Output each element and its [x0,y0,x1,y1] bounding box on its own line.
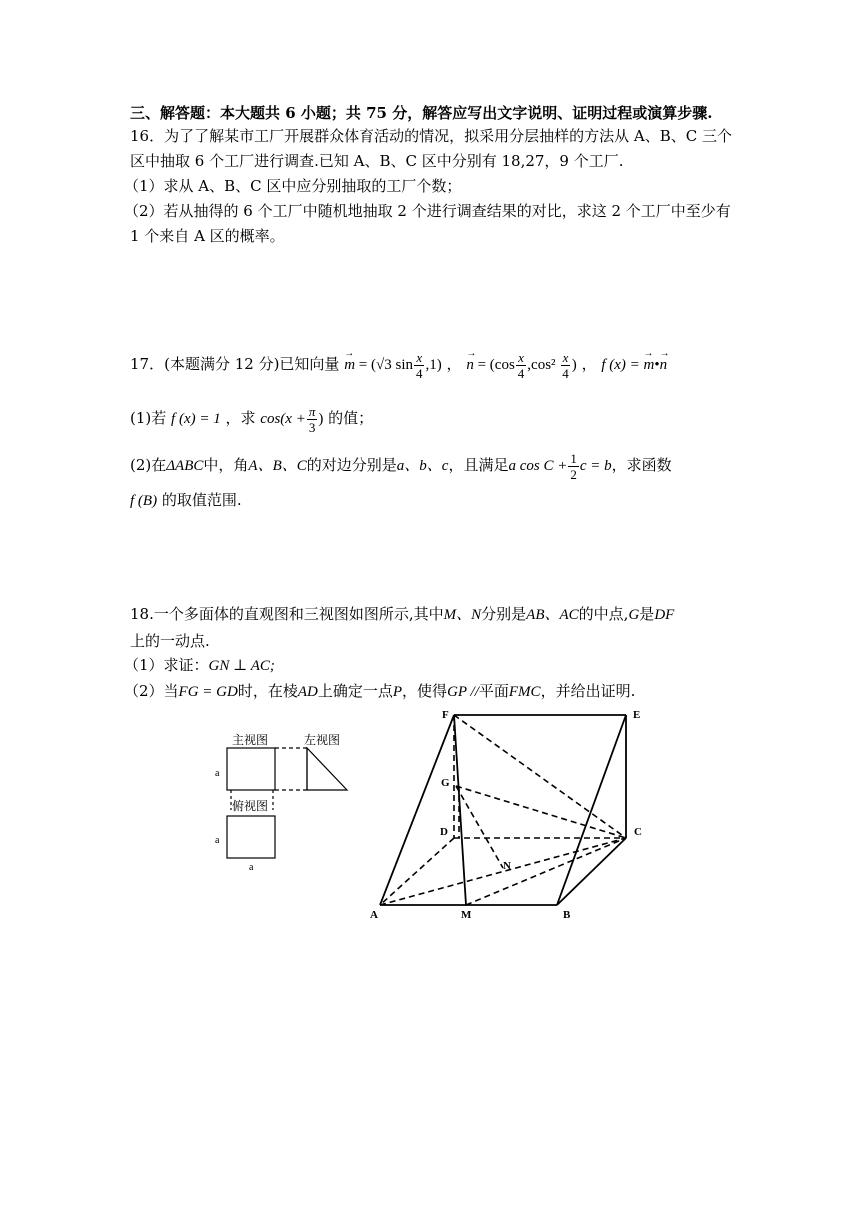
t: （2）当 [124,682,179,700]
label-M: M [461,909,472,921]
eq-end: c = b [579,457,612,474]
front-view-label: 主视图 [232,733,269,747]
sides: a、b、c [396,457,449,474]
t: (2)在 [130,455,167,474]
label-G: G [441,777,450,789]
edge-DA [380,838,454,905]
label-E: E [633,709,641,721]
front-view-square [227,748,275,790]
t: ，求函数 [611,455,672,474]
df: DF [654,607,675,623]
n-expr-mid: ,cos² [527,356,560,373]
q17-intro-text: 17．(本题满分 12 分)已知向量 [130,354,340,373]
edge-EB [557,715,626,905]
triangle-abc: ΔABC [166,457,204,474]
t: ，使得 [402,682,448,700]
edge-FA [380,715,454,905]
t: 的中点, [578,605,629,623]
angles: A、B、C [248,457,307,474]
frac-num: x [416,350,423,365]
q17-part1-suffix: 的值； [328,408,374,427]
frac-den: 2 [570,467,577,482]
label-N: N [503,860,511,872]
cos-expr-end: ) [318,410,324,427]
frac-num: x [518,350,524,365]
mn: M、N [443,607,482,623]
t: （1）求证： [124,656,209,674]
q17-part1-mid: ，求 [225,408,256,427]
vector-m-b: m → [644,355,655,375]
frac-den: 4 [416,366,423,381]
g: G [628,607,640,623]
f-of-b: f (B) [130,493,158,509]
dim-a-top-bottom: a [249,862,254,873]
eq-start: a cos C + [508,457,568,474]
q16-line2: 区中抽取 6 个工厂进行调查.已知 A、B、C 区中分别有 18,27，9 个工厂. [130,152,624,170]
ad: AD [297,684,318,700]
t: ，且满足 [448,455,509,474]
f-def: f (x) = [601,356,644,373]
q16-part1: （1）求从 A、B、C 区中应分别抽取的工厂个数； [124,177,462,195]
p: P [392,684,403,700]
solid-diagram [380,715,626,905]
t: 平面 [478,682,509,700]
side-view-label: 左视图 [304,733,341,747]
q16-part2-line2: 1 个来自 A 区的概率。 [130,227,285,245]
top-view-square [227,816,275,858]
q16-line1: 16．为了了解某市工厂开展群众体育活动的情况，拟采用分层抽样的方法从 A、B、C 三个 [130,127,732,145]
edge-FM [454,715,466,905]
q17-part1-prefix: (1)若 [130,408,167,427]
t: 18.一个多面体的直观图和三视图如图所示,其中 [130,605,444,623]
t: 时，在棱 [237,682,298,700]
t: 是 [639,605,655,623]
gp-parallel: GP // [447,684,479,700]
frac-den: 3 [308,420,316,435]
vector-n-b: n → [660,355,668,375]
t: ，并给出证明. [540,682,636,700]
dim-a-front: a [215,768,220,779]
label-B: B [563,909,571,921]
frac-num: x [562,350,569,365]
n-expr-end: ) [571,356,577,373]
label-C: C [634,826,642,838]
t: 上确定一点 [317,682,393,700]
gn-perp-ac: GN ⊥ AC; [208,658,275,674]
n-expr-start: = (cos [473,356,515,373]
ab-ac: AB、AC [526,607,579,623]
q18-line2: 上的一动点. [130,632,210,650]
edge-MC [466,838,626,905]
fmc: FMC [508,684,541,700]
fg-eq-gd: FG = GD [178,684,238,700]
cos-expr-start: cos(x + [260,410,306,427]
label-D: D [440,826,448,838]
t: 中，角 [203,455,249,474]
t: 的对边分别是 [306,455,397,474]
edge-FC [454,715,626,838]
t: 分别是 [481,605,527,623]
side-view-triangle [307,748,347,790]
t: 的取值范围. [161,491,242,509]
q17-intro: 17．(本题满分 12 分)已知向量 m → = (√3 sin $\frac{x}{4}$ ,1) ， n → = (cos $\frac{x}{4}$ ,cos² $\frac{x}{4}$ ) ， f (x) = m →•n → [130,350,667,381]
q17-part1-cond: f (x) = 1 [171,410,221,427]
label-F: F [442,709,449,721]
frac-num: π [308,404,316,419]
dot-op: • [654,356,660,373]
m-expr-start: = (√3 sin [355,356,413,373]
section-header: 三、解答题：本大题共 6 小题；共 75 分，解答应写出文字说明、证明过程或演算步骤. [130,104,713,122]
vector-m: m → [344,355,355,375]
q16-part2-line1: （2）若从抽得的 6 个工厂中随机地抽取 2 个进行调查结果的对比，求这 2 个工厂中至少有 [124,202,731,220]
edge-BC [557,838,626,905]
label-A: A [370,909,378,921]
frac-den: 4 [517,366,525,381]
vector-n: n → [466,355,474,375]
dim-a-top-side: a [215,835,220,846]
frac-den: 4 [562,366,569,381]
frac-num: 1 [570,451,577,466]
top-view-label: 俯视图 [232,799,269,813]
m-expr-end: ,1) [425,356,442,373]
